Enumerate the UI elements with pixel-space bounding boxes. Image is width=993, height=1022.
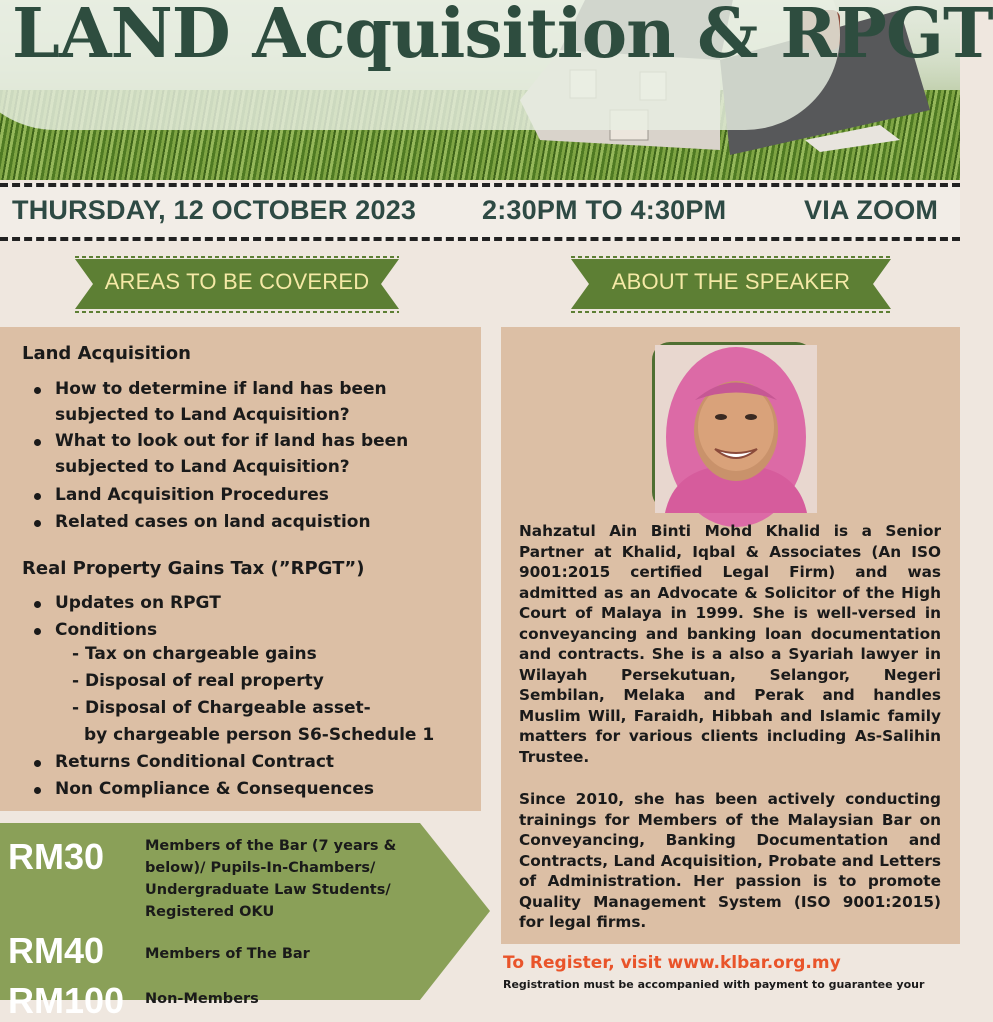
list-item: How to determine if land has been subjected to Land Acquisition? bbox=[34, 376, 474, 428]
list-item: Returns Conditional Contract bbox=[34, 749, 474, 775]
event-venue: VIA ZOOM bbox=[804, 195, 939, 225]
bullet-icon bbox=[34, 787, 41, 794]
event-time: 2:30PM TO 4:30PM bbox=[482, 195, 727, 225]
register-note: Registration must be accompanied with payment to guarantee your bbox=[503, 978, 925, 991]
event-info-strip bbox=[0, 183, 960, 241]
bullet-icon bbox=[34, 387, 41, 394]
speaker-portrait-image bbox=[655, 345, 817, 513]
speaker-ribbon bbox=[571, 253, 891, 315]
dashed-divider-bottom bbox=[0, 237, 960, 241]
speaker-bio-continued: Since 2010, she has been actively conducting trainings for Members of the Malaysian Bar on Conveyancing, Banking Documentation and Contracts, Land Acquisition, Probate and Letters of Administration. Her passion is to promote Quality Management System (ISO 9001:2015) for legal firms. bbox=[519, 790, 941, 931]
areas-ribbon-label: AREAS TO BE COVERED bbox=[104, 269, 370, 294]
price-amount: RM30 bbox=[8, 836, 105, 877]
condition-item: - Disposal of Chargeable asset- bbox=[72, 698, 371, 718]
rpgt-heading: Real Property Gains Tax (”RPGT”) bbox=[22, 558, 365, 579]
bullet-icon bbox=[34, 493, 41, 500]
bullet-icon bbox=[34, 520, 41, 527]
event-date: THURSDAY, 12 OCTOBER 2023 bbox=[12, 195, 417, 225]
page-title: LAND Acquisition & RPGT bbox=[12, 0, 993, 74]
condition-item: - Disposal of real property bbox=[72, 671, 324, 691]
land-acquisition-heading: Land Acquisition bbox=[22, 343, 191, 364]
condition-item: - Tax on chargeable gains bbox=[72, 644, 317, 664]
price-amount: RM100 bbox=[8, 980, 125, 1021]
price-description: Non-Members bbox=[145, 991, 259, 1007]
speaker-photo bbox=[652, 342, 814, 510]
price-description: Members of The Bar bbox=[145, 946, 310, 962]
bullet-icon bbox=[34, 439, 41, 446]
list-item: Updates on RPGT bbox=[34, 590, 474, 616]
speaker-ribbon-label: ABOUT THE SPEAKER bbox=[611, 269, 851, 294]
dashed-divider-top bbox=[0, 183, 960, 187]
list-item: Related cases on land acquistion bbox=[34, 509, 474, 535]
hero-banner bbox=[0, 0, 993, 180]
price-amount: RM40 bbox=[8, 930, 105, 971]
bullet-icon bbox=[34, 760, 41, 767]
speaker-bio: Nahzatul Ain Binti Mohd Khalid is a Senior Partner at Khalid, Iqbal & Associates (An ISO 9001:2015 certified Legal Firm) and was admitted as an Advocate & Solicitor of the High Court of Malaya in 1999. She is well-versed in conveyancing and banking loan documentation and contracts. She is a also a Syariah lawyer in Wilayah Persekutuan, Selangor, Negeri Sembilan, Melaka and Perak and handles Muslim Will, Faraidh, Hibbah and Islamic family matters for various clients including As-Salihin Trustee. bbox=[519, 522, 941, 766]
register-link[interactable]: To Register, visit www.klbar.org.my bbox=[503, 953, 841, 973]
bullet-icon bbox=[34, 628, 41, 635]
list-item: Land Acquisition Procedures bbox=[34, 482, 474, 508]
list-item: What to look out for if land has been subjected to Land Acquisition? bbox=[34, 428, 474, 480]
list-item: Non Compliance & Consequences bbox=[34, 776, 474, 802]
price-description: Members of the Bar (7 years & below)/ Pupils-In-Chambers/ Undergraduate Law Students/ Registered OKU bbox=[145, 838, 397, 920]
list-item: Conditions bbox=[34, 617, 474, 643]
condition-item: by chargeable person S6-Schedule 1 bbox=[84, 725, 435, 745]
bullet-icon bbox=[34, 601, 41, 608]
areas-ribbon bbox=[75, 253, 399, 315]
